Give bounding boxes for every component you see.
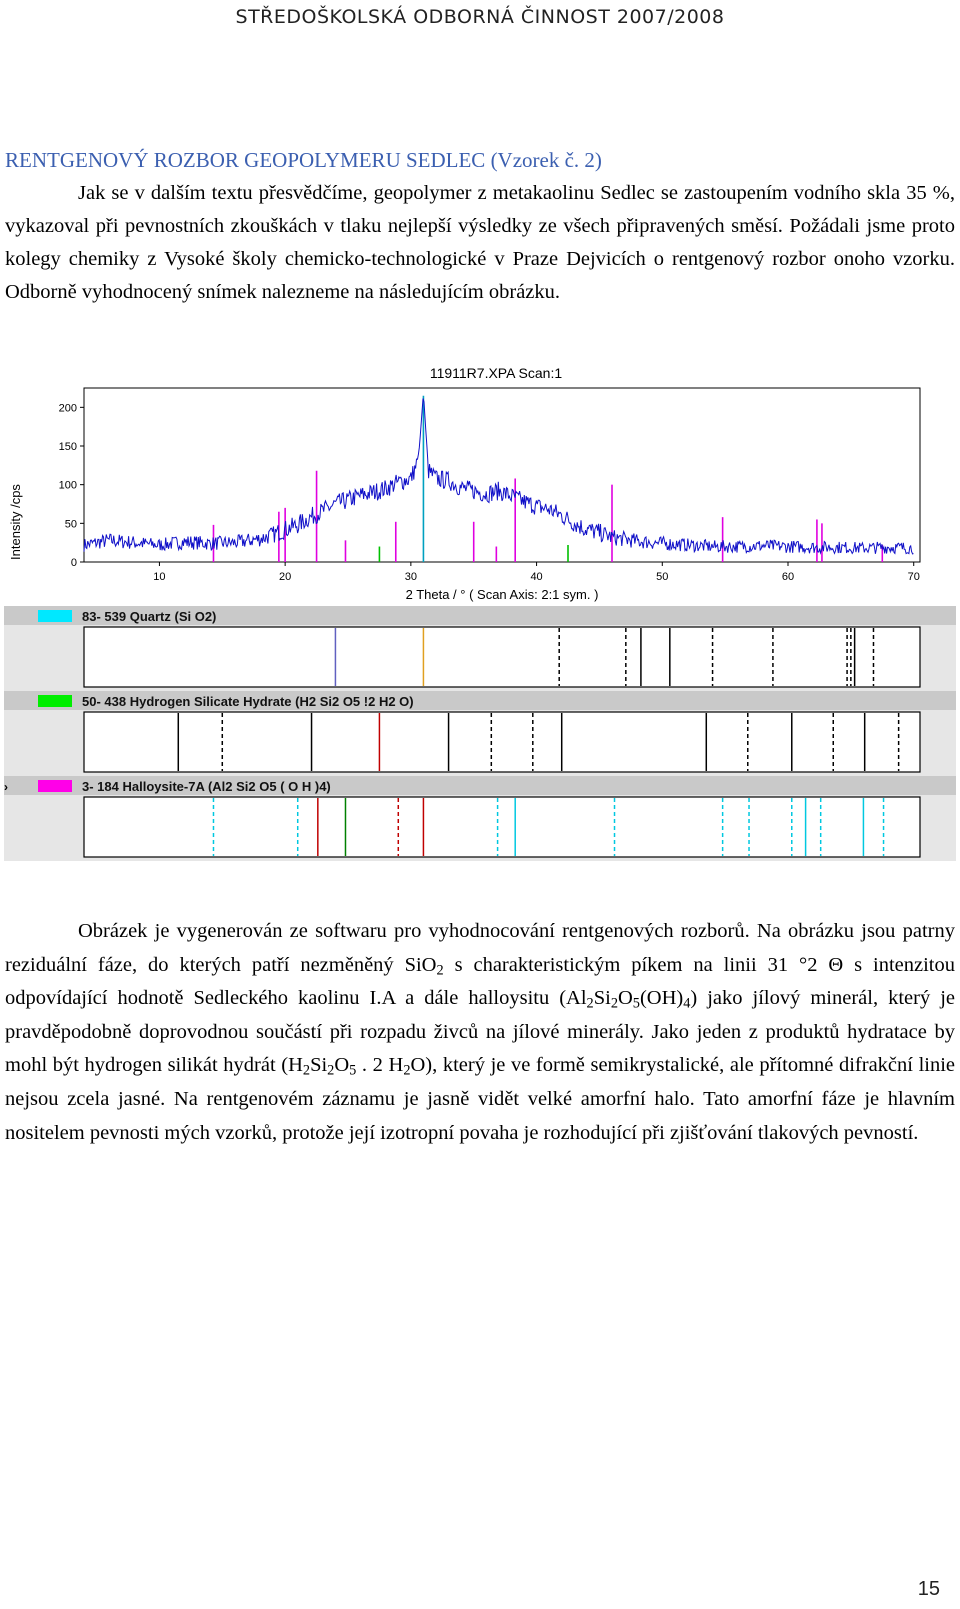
x-tick-label: 20 (279, 571, 292, 583)
paragraph-discussion (5, 915, 955, 1150)
y-tick-label: 150 (58, 441, 77, 453)
x-tick-label: 60 (781, 571, 795, 583)
y-tick-label: 50 (64, 518, 77, 531)
reference-lines (213, 396, 882, 562)
y-tick-label: 0 (70, 557, 77, 569)
phase-label: 83- 539 Quartz (Si O2) (82, 609, 217, 624)
paragraph-intro (5, 177, 955, 309)
p2-t10: O), který je ve formě semikrystalické, ale přítomné difrakční linie nejsou zcela jasné. Na rentgenovém záznamu je jasně vidět velké amorfní halo. Tato amorfní fáze je hlavním nositelem pevnosti mých vzorků, protože její izotropní povaha je rozhodující při zjišťování tlakových pevností. (5, 1054, 956, 1144)
chart-axes (59, 388, 920, 583)
p2-sub9: 2 (403, 1062, 411, 1079)
intensity-trace (84, 399, 914, 555)
p2-t2: s charakteristickým píkem na linii 31 °2 Θ s intenzitou odpovídající hodnotě Sedleckého kaolinu I.A a dále halloysitu (Al (5, 953, 955, 1010)
p2-t4: O (617, 987, 633, 1010)
x-tick-label: 40 (530, 571, 543, 583)
chart-title: 11911R7.XPA Scan:1 (429, 365, 563, 381)
x-tick-label: 70 (907, 571, 920, 583)
paragraph-intro-text: Jak se v dalším textu přesvědčíme, geopolymer z metakaolinu Sedlec se zastoupením vodního skla 35 %, vykazoval při pevnostních zkouškách v tlaku nejlepší výsledky ze všech připravených směsí. Požádali jsme proto kolegy chemiky z Vysoké školy chemicko-technologické v Praze Dejvicích o rentgenový rozbor onoho vzorku. Odborně vyhodnocený snímek nalezneme na následujícím obrázku. (5, 182, 955, 303)
plot-frame (84, 388, 920, 562)
p2-sub2: 2 (586, 995, 594, 1012)
y-axis-label: Intensity /cps (8, 484, 23, 560)
p2-t7: Si (310, 1054, 328, 1077)
p2-t5: (OH) (639, 987, 684, 1010)
phase-stick-box (84, 797, 920, 857)
phase-stick-box (84, 712, 920, 772)
phase-panel (4, 776, 956, 861)
p2-sub4: 5 (632, 995, 640, 1012)
phase-panels (4, 606, 956, 861)
phase-label: 3- 184 Halloysite-7A (Al2 Si2 O5 ( O H )4) (82, 779, 331, 794)
p2-sub1: 2 (436, 962, 444, 979)
trace-group (84, 399, 914, 555)
x-tick-label: 10 (153, 571, 166, 583)
p2-t9: . 2 H (356, 1054, 404, 1077)
p2-t1: Obrázek je vygenerován ze softwaru pro vyhodnocování rentgenových rozborů. Na obrázku jsou patrny reziduální fáze, do kterých patří nezměněný SiO (5, 920, 955, 976)
y-tick-label: 200 (58, 402, 77, 415)
phase-panel (4, 606, 956, 691)
xrd-figure (4, 362, 956, 890)
row-marker-icon: › (4, 780, 8, 794)
p2-sub6: 2 (302, 1062, 311, 1079)
p2-sub8: 5 (349, 1062, 357, 1079)
p2-t6: ) jako jílový minerál, který je pravděpodobně doprovodnou součástí při rozpadu živců na jílové minerály. Jako jeden z produktů hydratace by mohl být hydrogen silikát hydrát (H (5, 987, 955, 1077)
p2-sub5: 4 (683, 995, 691, 1012)
x-tick-label: 30 (404, 571, 417, 583)
phase-label: 50- 438 Hydrogen Silicate Hydrate (H2 Si2 O5 !2 H2 O) (82, 694, 414, 709)
phase-stick-box (84, 627, 920, 687)
xrd-diffractogram (4, 362, 956, 890)
y-tick-label: 100 (58, 479, 77, 492)
phase-panel (4, 691, 956, 776)
page-number: 15 (917, 1578, 940, 1600)
section-heading: RENTGENOVÝ ROZBOR GEOPOLYMERU SEDLEC (Vzorek č. 2) (5, 148, 602, 172)
page-header: STŘEDOŠKOLSKÁ ODBORNÁ ČINNOST 2007/2008 (235, 6, 725, 28)
phase-color-swatch (38, 780, 72, 792)
p2-t3: Si (593, 987, 611, 1010)
p2-sub3: 2 (610, 995, 618, 1012)
p2-t8: O (334, 1054, 350, 1077)
phase-color-swatch (38, 695, 72, 707)
phase-color-swatch (38, 610, 72, 622)
x-axis-label: 2 Theta / ° ( Scan Axis: 2:1 sym. ) (405, 587, 599, 602)
x-tick-label: 50 (656, 571, 669, 583)
p2-sub7: 2 (327, 1062, 335, 1079)
